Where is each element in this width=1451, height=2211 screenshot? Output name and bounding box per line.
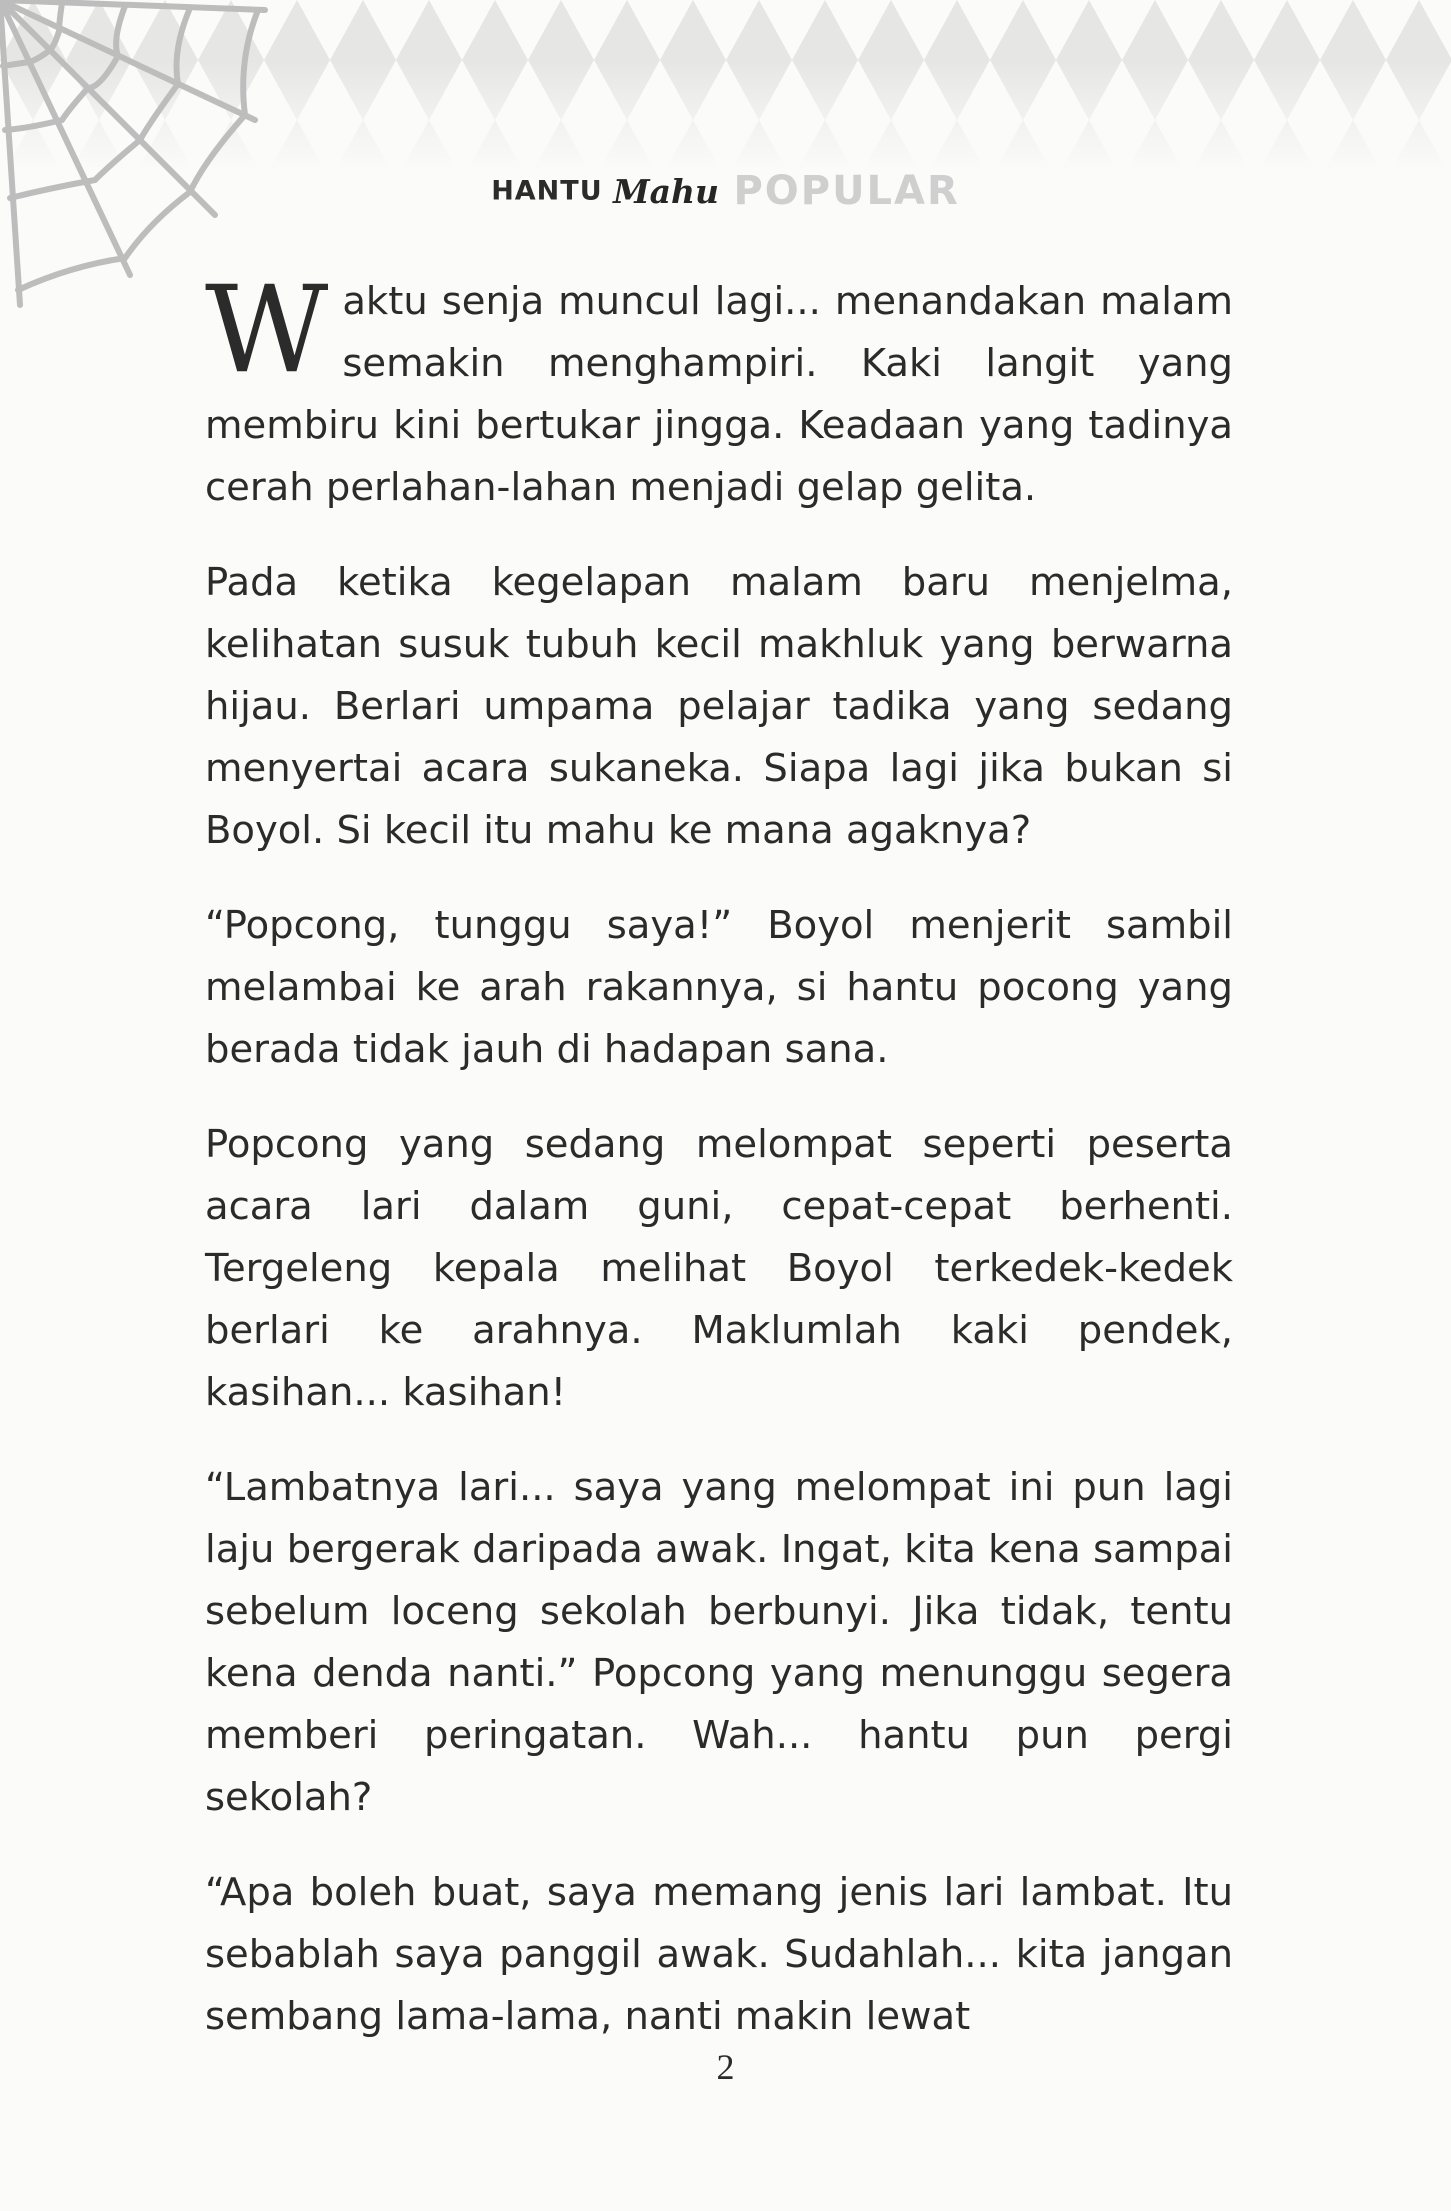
paragraph-2: Pada ketika kegelapan malam baru menjelma, kelihatan susuk tubuh kecil makhluk yang berwarna hijau. Berlari umpama pelajar tadika yang sedang menyertai acara sukaneka. Siapa lagi jika bukan si Boyol. Si kecil itu mahu ke mana agaknya? [205,560,1233,853]
body-text [205,261,1233,2081]
running-head-mahu: Mahu [613,171,719,211]
running-head-popular: POPULAR [733,168,960,214]
page-number: 2 [716,2047,735,2087]
paragraph-5: “Lambatnya lari... saya yang melompat ini pun lagi laju bergerak daripada awak. Ingat, kita kena sampai sebelum loceng sekolah berbunyi. Jika tidak, tentu kena denda nanti.” Popcong yang menunggu segera memberi peringatan. Wah... hantu pun pergi sekolah? [205,1465,1233,1820]
running-head-hantu: HANTU [491,175,603,207]
paragraph-4: Popcong yang sedang melompat seperti peserta acara lari dalam guni, cepat-cepat berhenti. Tergeleng kepala melihat Boyol terkedek-kedek berlari ke arahnya. Maklumlah kaki pendek, kasihan... kasihan! [205,1122,1233,1415]
paragraph-6: “Apa boleh buat, saya memang jenis lari lambat. Itu sebablah saya panggil awak. Sudahlah... kita jangan sembang lama-lama, nanti makin lewat [205,1870,1233,2039]
paragraph-3: “Popcong, tunggu saya!” Boyol menjerit sambil melambai ke arah rakannya, si hantu pocong yang berada tidak jauh di hadapan sana. [205,903,1233,1072]
paragraph-1-text: aktu senja muncul lagi... menandakan malam semakin menghampiri. Kaki langit yang membiru kini bertukar jingga. Keadaan yang tadinya cerah perlahan-lahan menjadi gelap gelita. [205,279,1233,510]
paragraph-1 [205,261,1233,519]
drop-cap: W [205,261,329,400]
running-head [0,168,1451,214]
